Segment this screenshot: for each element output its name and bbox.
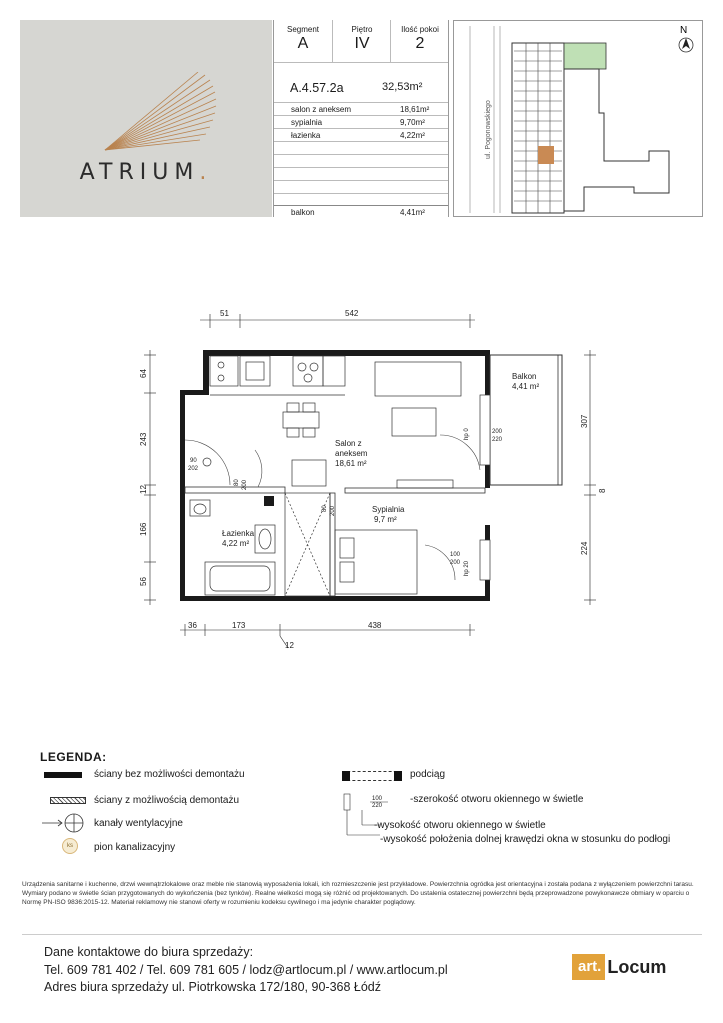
legend-item: podciąg — [410, 769, 446, 780]
segment-cell — [274, 20, 332, 62]
room-area-salon: 18,61 m² — [335, 459, 367, 468]
window — [480, 395, 490, 465]
window-height-label: 220 — [492, 437, 503, 443]
dimension-label: 243 — [139, 432, 148, 446]
door-width-label: 80 — [234, 479, 240, 486]
brand-rays-logo — [100, 72, 220, 152]
legend-item: ściany z możliwością demontażu — [94, 795, 240, 806]
dimension-label: 51 — [220, 309, 229, 318]
room-name: sypialnia — [291, 118, 323, 127]
beam-swatch — [342, 771, 402, 781]
unit-area: 32,53m² — [382, 81, 423, 93]
balcony-name: balkon — [291, 208, 315, 217]
balcony-area: 4,41m² — [400, 208, 425, 217]
window-height-label: 200 — [450, 560, 461, 566]
room-label-bath: Łazienka — [222, 529, 255, 538]
legend-item: -szerokość otworu okiennego w świetle — [410, 794, 584, 805]
room-name: salon z aneksem — [291, 105, 352, 114]
balcony-row — [274, 205, 448, 218]
room-row — [274, 115, 448, 129]
dimension-label: 542 — [345, 309, 359, 318]
legend-title: LEGENDA: — [40, 750, 107, 764]
window-width-label: 200 — [492, 429, 503, 435]
rooms-count-cell — [390, 20, 449, 62]
logo-art: art. — [572, 954, 605, 980]
empty-row — [274, 141, 448, 155]
segment-value: A — [297, 35, 309, 52]
dimension-label: 166 — [139, 522, 148, 536]
site-plan-drawing — [454, 21, 702, 216]
legend-item: -wysokość otworu okiennego w świetle — [374, 820, 546, 831]
floor-plan — [0, 300, 723, 660]
door-height-label: 200 — [242, 479, 248, 490]
room-area-bath: 4,22 m² — [222, 539, 250, 548]
window-width-label: 100 — [450, 552, 461, 558]
dimension-label: 36 — [188, 621, 197, 630]
ventilation-icon — [40, 812, 90, 836]
room-name: łazienka — [291, 131, 321, 140]
door-height-label: 202 — [188, 466, 199, 472]
floor-label: Piętro — [351, 25, 373, 34]
artlocum-logo — [572, 954, 666, 984]
solid-wall-swatch — [44, 772, 82, 778]
sample-height-label: 220 — [372, 803, 383, 809]
floor-cell — [332, 20, 391, 62]
street-label: ul. Pogonowskiego — [485, 100, 492, 159]
segment-label: Segment — [286, 25, 320, 34]
door-width-label: 90 — [190, 458, 197, 464]
unit-highlight — [538, 146, 554, 164]
room-area: 9,70m² — [400, 118, 425, 127]
dimension-label: 224 — [580, 541, 589, 555]
site-map — [453, 20, 703, 217]
contact-heading: Dane kontaktowe do biura sprzedaży: — [44, 945, 254, 959]
brand-panel — [20, 20, 272, 217]
dimension-label: 307 — [580, 414, 589, 428]
footer-divider — [22, 934, 702, 935]
dimension-label: 64 — [139, 369, 148, 378]
unit-id-row — [274, 62, 448, 103]
legend-item: ściany bez możliwości demontażu — [94, 769, 245, 780]
dimension-label: 12 — [285, 641, 294, 650]
room-area-balcony: 4,41 m² — [512, 382, 540, 391]
room-label-balcony: Balkon — [512, 372, 537, 381]
room-row — [274, 128, 448, 142]
empty-row — [274, 154, 448, 168]
room-label-salon: Salon z — [335, 439, 362, 448]
legend-item: pion kanalizacyjny — [94, 842, 176, 853]
rooms-count-label: Ilość pokoi — [401, 25, 439, 34]
room-label-salon-2: aneksem — [335, 449, 368, 458]
door-width-label: 80 — [322, 505, 328, 512]
dimension-label: 8 — [598, 488, 607, 493]
unit-id: A.4.57.2a — [290, 81, 344, 95]
door-height-label: 200 — [330, 505, 336, 516]
unit-info-table — [273, 20, 449, 217]
empty-row — [274, 167, 448, 181]
window — [480, 540, 490, 580]
room-area-bedroom: 9,7 m² — [374, 515, 397, 524]
partition-wall-swatch — [50, 797, 86, 804]
room-area: 18,61m² — [400, 105, 430, 114]
dimension-label: 438 — [368, 621, 382, 630]
room-row — [274, 102, 448, 116]
room-area: 4,22m² — [400, 131, 425, 140]
legend-item: -wysokość położenia dolnej krawędzi okna w stosunku do podłogi — [380, 834, 671, 845]
dimension-label: 12 — [139, 485, 148, 494]
logo-locum: Locum — [607, 956, 667, 977]
empty-row — [274, 180, 448, 194]
dimension-label: 56 — [139, 577, 148, 586]
rooms-count-value: 2 — [415, 35, 425, 52]
floor-value: IV — [354, 35, 370, 52]
north-label: N — [680, 25, 688, 36]
sample-width-label: 100 — [372, 796, 383, 802]
window-sill-label: hp 0 — [464, 428, 470, 440]
empty-row — [274, 193, 448, 204]
room-label-bedroom: Sypialnia — [372, 505, 405, 514]
contact-details[interactable]: Tel. 609 781 402 / Tel. 609 781 605 / lodz@artlocum.pl / www.artlocum.pl — [44, 963, 448, 977]
garden-area — [564, 43, 606, 69]
office-address: Adres biura sprzedaży ul. Piotrkowska 172/180, 90-368 Łódź — [44, 980, 381, 994]
furniture — [190, 356, 461, 596]
legend-item: kanały wentylacyjne — [94, 818, 183, 829]
disclaimer-text: Urządzenia sanitarne i kuchenne, drzwi wewnątrzlokalowe oraz meble nie stanowią wyposażenia lokali, ich rozmieszczenie jest przykładowe. Powierzchnia ogródka jest orientacyjna i została podana z wyłączeniem powierzchni tarasu. Wymiary podano w świetle ścian przygotowanych do wykończenia (bez tynków). Realne wielkości mogą się różnić od projektowanych. Do ustalenia ostatecznej powierzchni będą przeprowadzone powykonawcze obmiary w oparciu o Normę PN-ISO 9836:2015-12. Materiał reklamowy nie stanowi oferty w rozumieniu kodeksu cywilnego i ma jedynie charakter poglądowy. — [22, 881, 694, 906]
brand-name: ATRIUM. — [79, 160, 213, 185]
window-sill-label: hp 20 — [464, 560, 470, 576]
dimension-label: 173 — [232, 621, 246, 630]
sewer-pipe-icon: ks — [62, 838, 78, 854]
